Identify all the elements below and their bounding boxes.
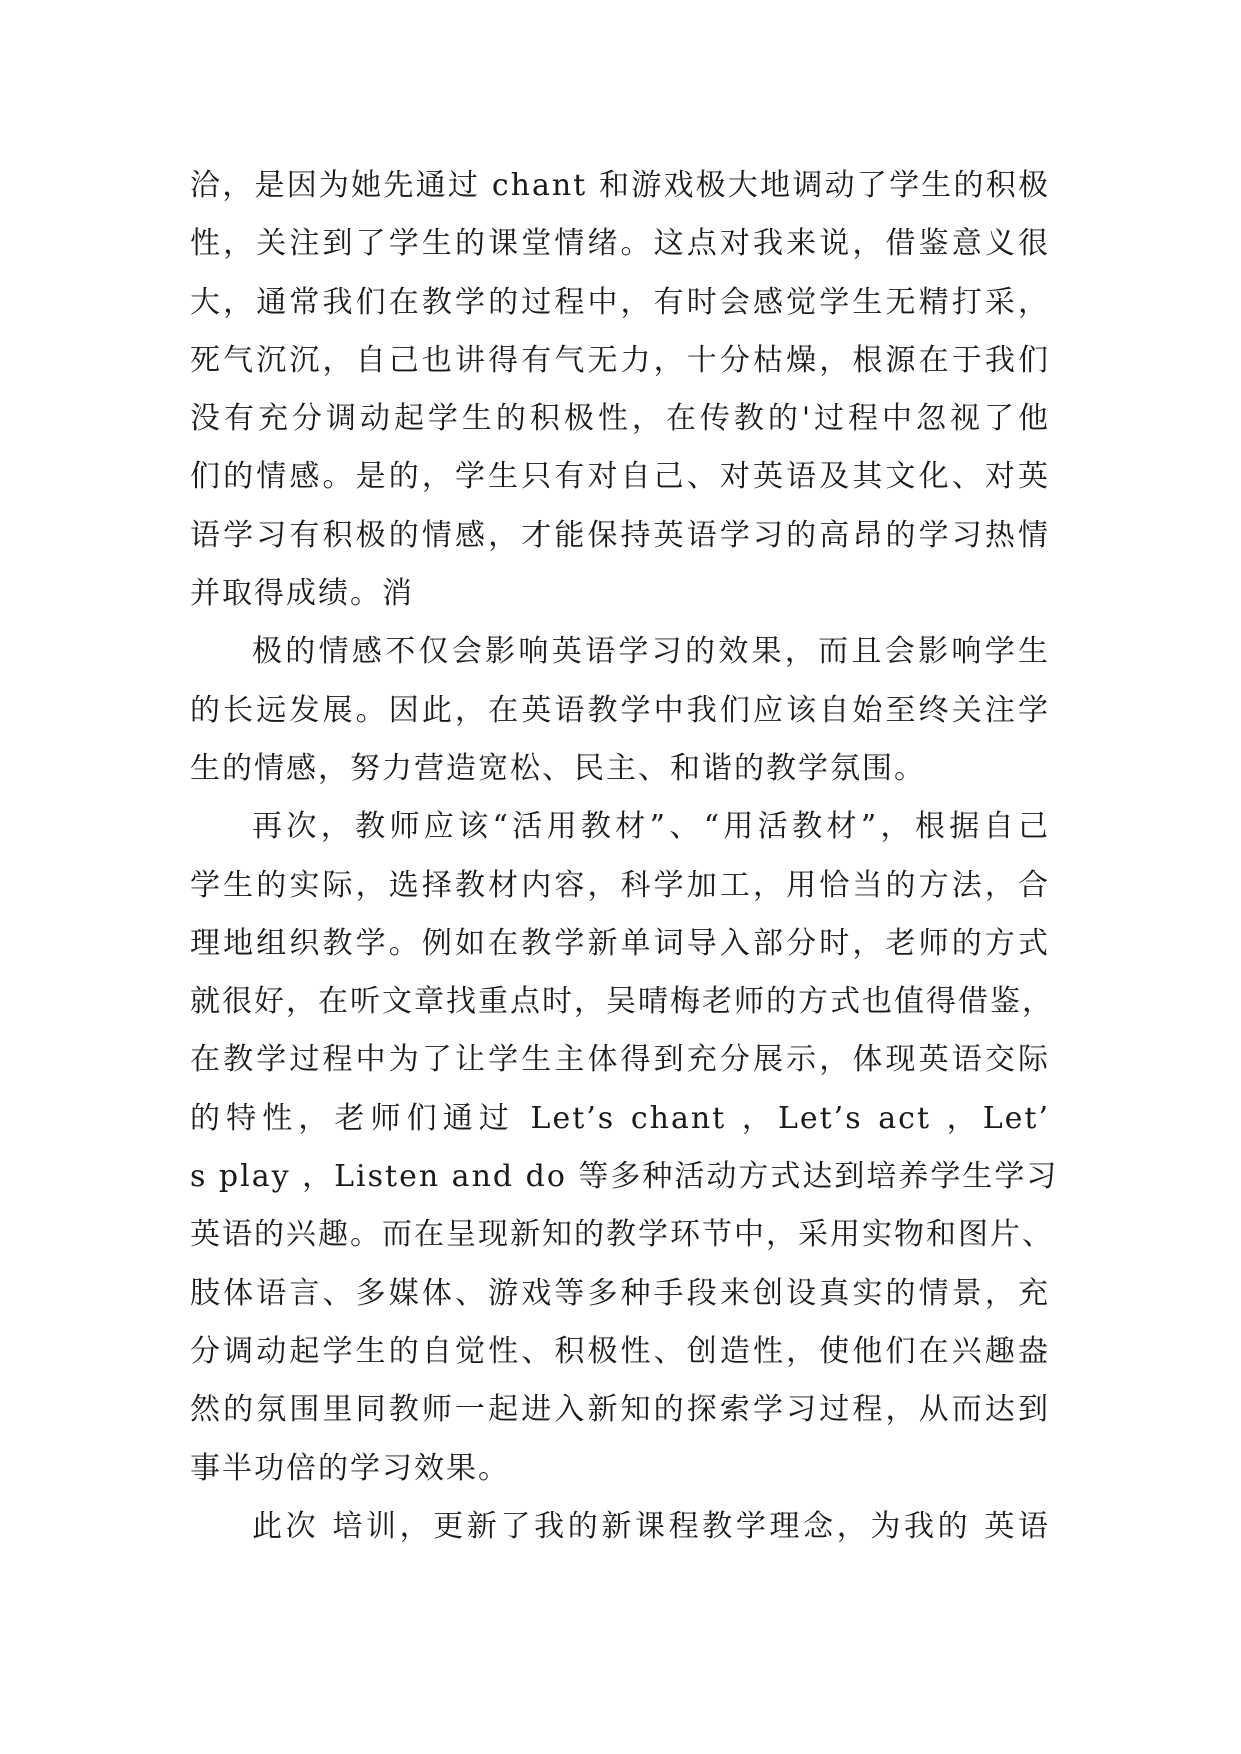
text-line: 学生的实际，选择教材内容，科学加工，用恰当的方法，合 xyxy=(190,867,1050,903)
text-line: 理地组织教学。例如在教学新单词导入部分时，老师的方式 xyxy=(190,925,1050,961)
text-line: 的长远发展。因此，在英语教学中我们应该自始至终关注学 xyxy=(190,692,1050,728)
text-line: 死气沉沉，自己也讲得有气无力，十分枯燥，根源在于我们 xyxy=(190,342,1050,378)
paragraph-start-line: 极的情感不仅会影响英语学习的效果，而且会影响学生 xyxy=(252,634,1050,670)
text-line: 然的氛围里同教师一起进入新知的探索学习过程，从而达到 xyxy=(190,1392,1050,1428)
text-line: 生的情感，努力营造宽松、民主、和谐的教学氛围。 xyxy=(190,750,926,786)
text-line: 分调动起学生的自觉性、积极性、创造性，使他们在兴趣盎 xyxy=(190,1333,1050,1369)
text-line: 洽，是因为她先通过 chant 和游戏极大地调动了学生的积极 xyxy=(190,168,1050,203)
paragraph-start-line: 再次，教师应该“活用教材”、“用活教材”，根据自己 xyxy=(252,809,1050,845)
text-line: 在教学过程中为了让学生主体得到充分展示，体现英语交际 xyxy=(190,1042,1050,1078)
text-line: 事半功倍的学习效果。 xyxy=(190,1450,510,1486)
text-line: 就很好，在听文章找重点时，吴晴梅老师的方式也值得借鉴， xyxy=(190,984,1054,1020)
text-line: 并取得成绩。消 xyxy=(190,576,414,612)
text-line: 们的情感。是的，学生只有对自己、对英语及其文化、对英 xyxy=(190,459,1050,495)
text-line: 大，通常我们在教学的过程中，有时会感觉学生无精打采， xyxy=(190,284,1050,320)
text-line: 语学习有积极的情感，才能保持英语学习的高昂的学习热情 xyxy=(190,517,1050,553)
body-text xyxy=(190,157,1059,1556)
text-line: 英语的兴趣。而在呈现新知的教学环节中，采用实物和图片、 xyxy=(190,1217,1054,1253)
text-line: 肢体语言、多媒体、游戏等多种手段来创设真实的情景，充 xyxy=(190,1275,1050,1311)
text-line: 的特性，老师们通过 Let’s chant ，Let’s act ，Let’ xyxy=(190,1100,1050,1136)
text-line: s play ，Listen and do 等多种活动方式达到培养学生学习 xyxy=(190,1159,1059,1195)
text-line: 没有充分调动起学生的积极性，在传教的'过程中忽视了他 xyxy=(190,401,1050,437)
paragraph-start-line: 此次 培训，更新了我的新课程教学理念，为我的 英语 xyxy=(252,1508,1050,1544)
text-line: 性，关注到了学生的课堂情绪。这点对我来说，借鉴意义很 xyxy=(190,226,1050,262)
